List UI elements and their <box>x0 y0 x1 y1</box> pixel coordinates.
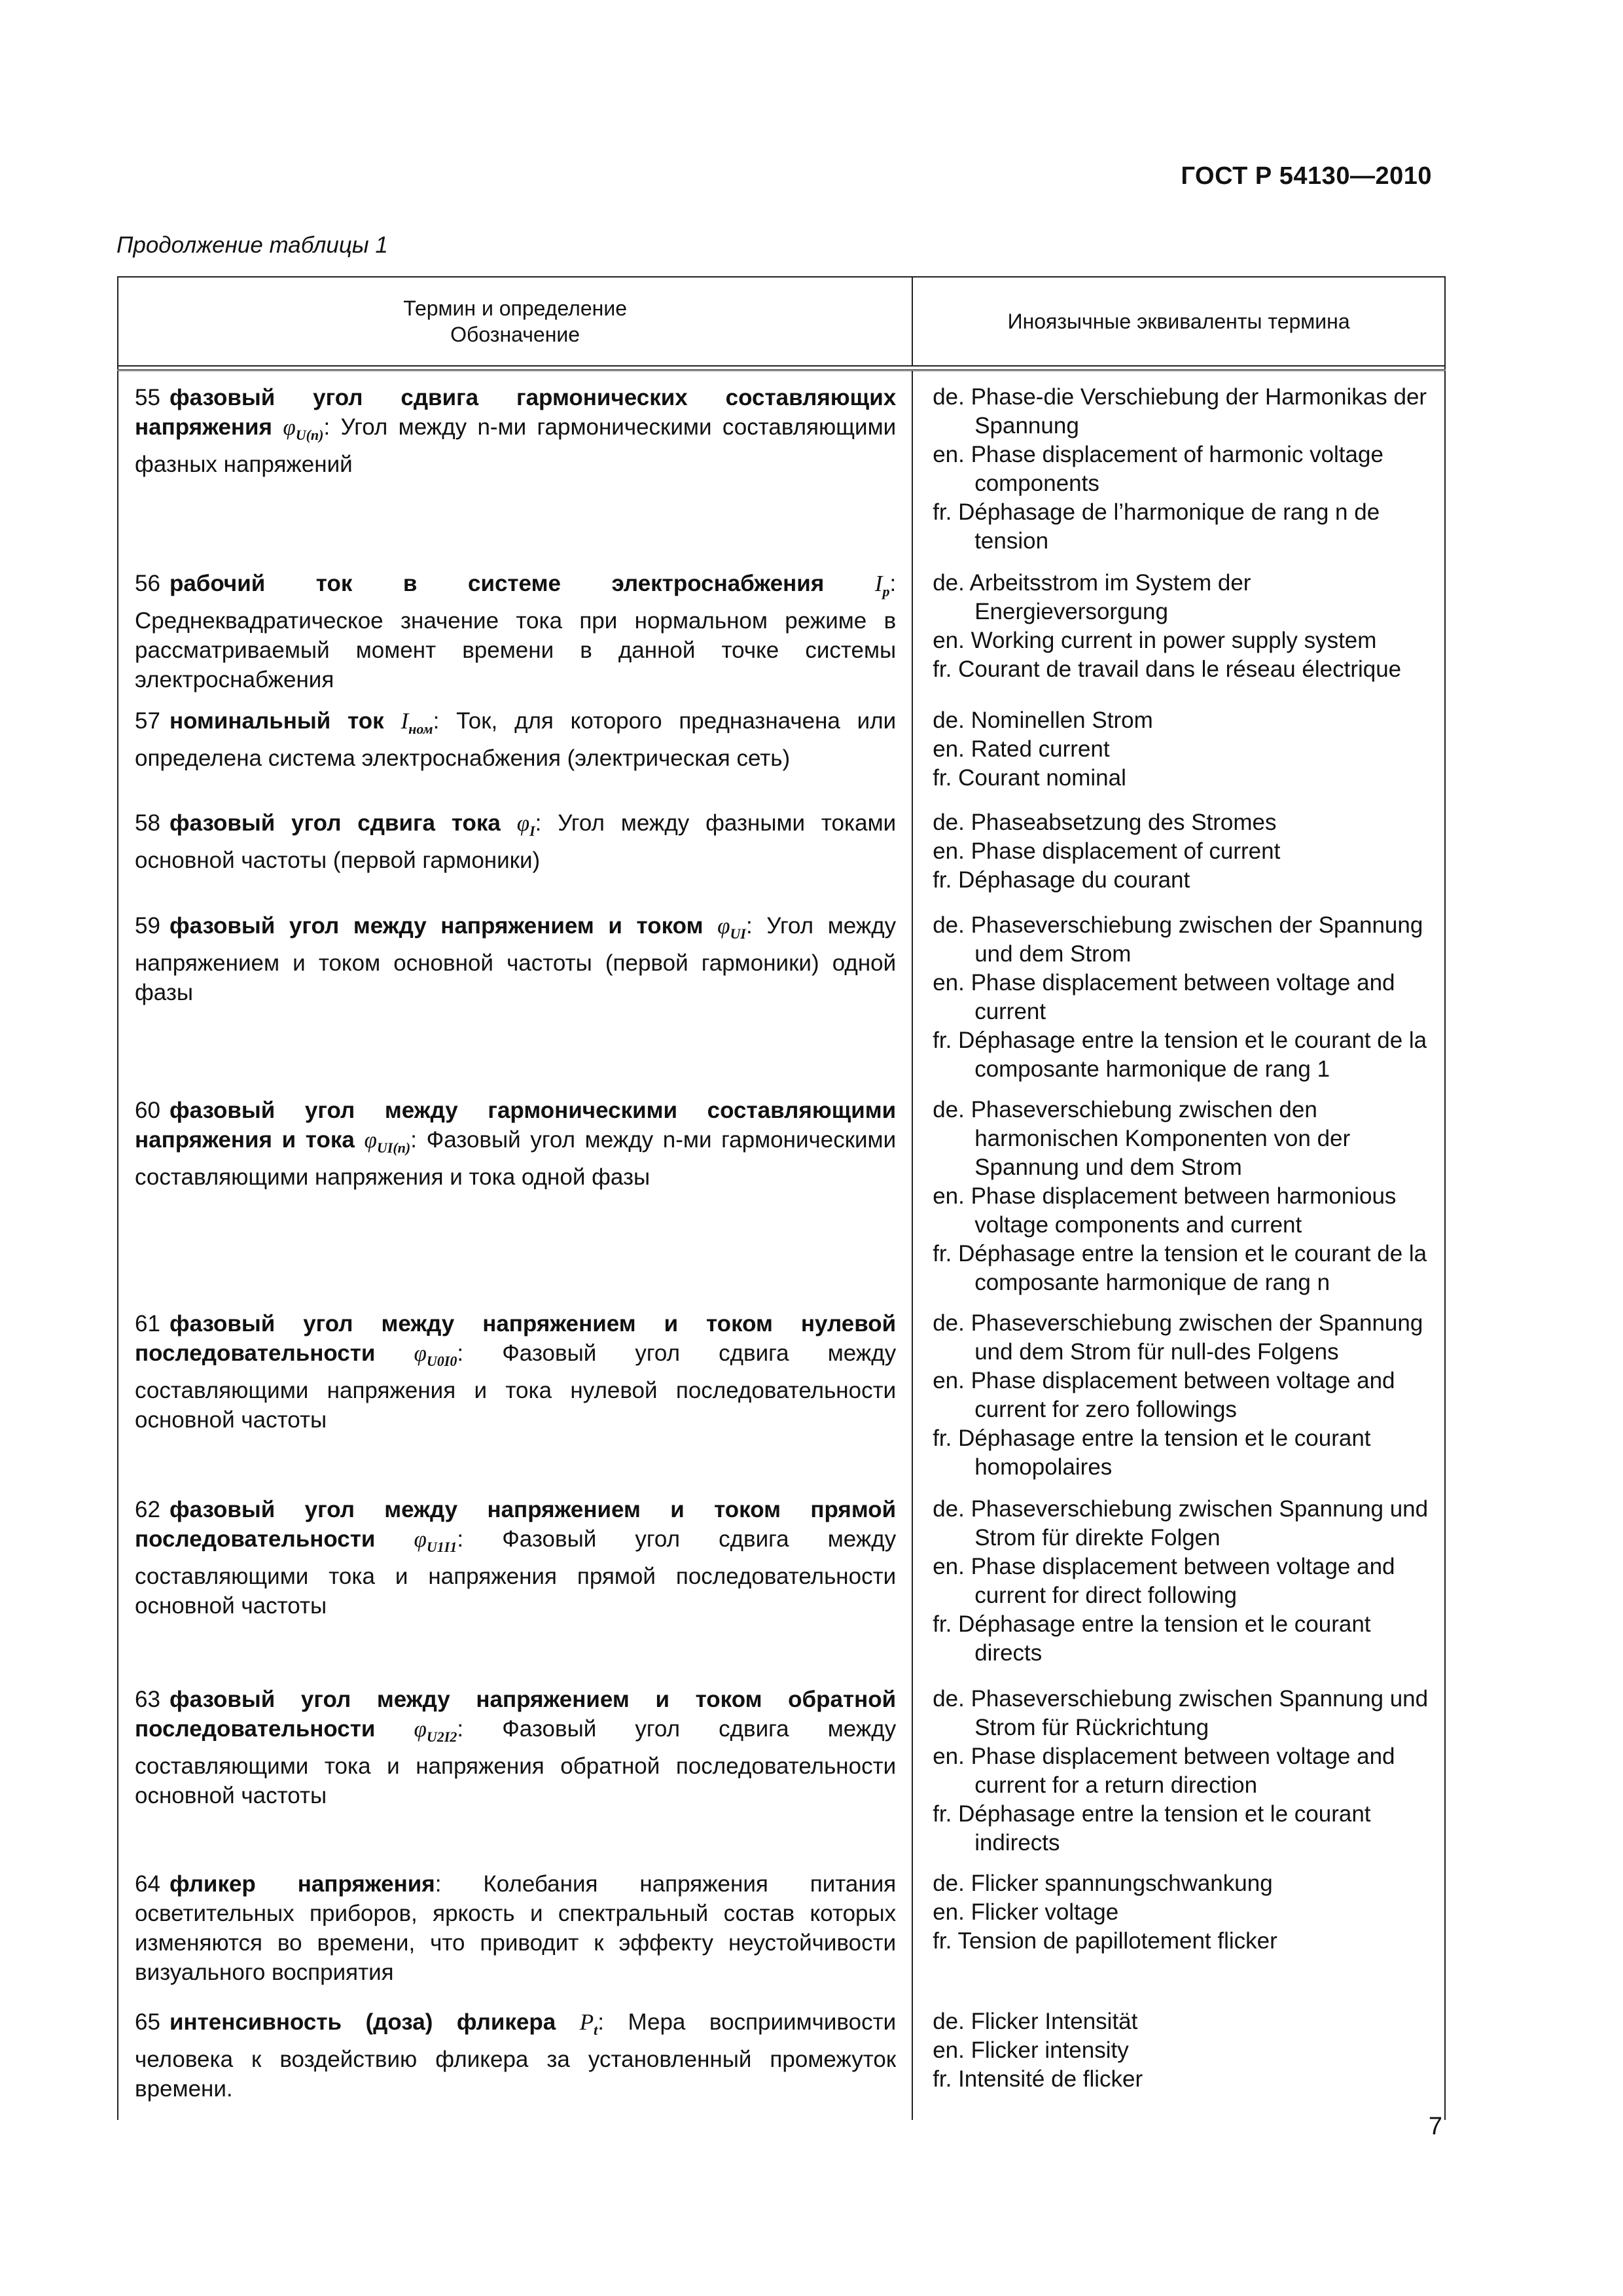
equivalent-de: de. Phaseverschiebung zwischen der Spannung und dem Strom für null-des Folgens <box>933 1310 1423 1365</box>
equivalents-cell <box>912 797 1445 899</box>
equivalent-en: en. Phase displacement between harmonious voltage components and current <box>933 1183 1397 1238</box>
equivalent-de: de. Flicker Intensität <box>933 2008 1138 2034</box>
term-name: фазовый угол между напряжением и током обратной последовательности <box>135 1686 897 1742</box>
term-definition: Фазовый угол сдвига между составляющими тока и напряжения обратной последовательности основной частоты <box>135 1715 897 1808</box>
term-cell: 62 фазовый угол между напряжением и током прямой последовательности $\varphi_{U1I1}$: Фазовый угол сдвига между составляющими тока и напряжения прямой последовательности основной частоты <box>118 1483 912 1673</box>
term-number: 57 <box>135 708 160 734</box>
equivalents-cell <box>912 370 1445 557</box>
equivalent-de: de. Phaseverschiebung zwischen Spannung und Strom für direkte Folgen <box>933 1496 1429 1551</box>
equivalent-en: en. Phase displacement between voltage and current for zero followings <box>933 1367 1395 1422</box>
term-definition: Угол между фазными токами основной частоты (первой гармоники) <box>135 810 897 873</box>
table-continuation-caption: Продолжение таблицы 1 <box>116 232 388 258</box>
term-symbol: $\varphi_{UI(n)}$ <box>364 1126 411 1156</box>
table-header-row <box>118 277 1445 366</box>
table-row <box>118 1297 1445 1483</box>
term-name: номинальный ток <box>169 708 384 734</box>
term-name: рабочий ток в системе электроснабжения <box>169 570 825 596</box>
term-number: 59 <box>135 912 160 939</box>
equivalent-de: de. Phaseverschiebung zwischen den harmonischen Komponenten von der Spannung und dem Strom <box>933 1096 1351 1180</box>
terms-table-body <box>118 370 1445 2120</box>
table-row <box>118 370 1445 557</box>
term-number: 60 <box>135 1097 160 1123</box>
equivalents-cell <box>912 1996 1445 2120</box>
term-cell: 59 фазовый угол между напряжением и током $\varphi_{UI}$: Угол между напряжением и током основной частоты (первой гармоники) одной фазы <box>118 899 912 1084</box>
term-number: 61 <box>135 1310 160 1336</box>
term-cell: 55 фазовый угол сдвига гармонических составляющих напряжения $\varphi_{U(n)}$: Угол между n-ми гармоническими составляющими фазных напряжений <box>118 370 912 557</box>
term-definition: Среднеквадратическое значение тока при нормальном режиме в рассматриваемый момент времени в данной точке системы электроснабжения <box>135 607 897 692</box>
equivalents-cell <box>912 1084 1445 1297</box>
equivalent-en: en. Rated current <box>933 736 1110 762</box>
term-definition: Мера восприимчивости человека к воздействию фликера за установленный промежуток времени. <box>135 2009 897 2102</box>
header-symbol-line: Обозначение <box>450 323 580 346</box>
term-symbol: $\varphi_{U2I2}$ <box>414 1715 457 1745</box>
table-row <box>118 1673 1445 1857</box>
equivalents-cell <box>912 1297 1445 1483</box>
table-row <box>118 694 1445 797</box>
equivalent-en: en. Flicker intensity <box>933 2037 1129 2063</box>
table-row <box>118 1857 1445 1996</box>
term-symbol: $\varphi_{U0I0}$ <box>414 1340 457 1369</box>
header-term-definition <box>118 277 912 366</box>
equivalent-fr: fr. Déphasage de l’harmonique de rang n de tension <box>933 499 1380 554</box>
equivalents-cell <box>912 694 1445 797</box>
equivalent-fr: fr. Courant nominal <box>933 764 1126 791</box>
term-name: фазовый угол сдвига тока <box>169 810 501 836</box>
term-number: 64 <box>135 1871 160 1897</box>
term-definition: Ток, для которого предназначена или определена система электроснабжения (электрическая сеть) <box>135 708 897 771</box>
term-definition: Угол между напряжением и током основной частоты (первой гармоники) одной фазы <box>135 912 897 1005</box>
term-symbol: $\varphi_{U1I1}$ <box>414 1526 457 1555</box>
term-symbol: $P_t$ <box>579 2009 598 2038</box>
term-cell: 56 рабочий ток в системе электроснабжения $I_р$: Среднеквадратическое значение тока при нормальном режиме в рассматриваемый момент времени в данной точке системы электроснабжения <box>118 557 912 694</box>
term-cell: 64 фликер напряжения: Колебания напряжения питания осветительных приборов, яркость и спектральный состав которых изменяются во времени, что приводит к эффекту неустойчивости визуального восприятия <box>118 1857 912 1996</box>
term-name: фликер напряжения <box>169 1871 435 1897</box>
term-name: фазовый угол между напряжением и током <box>169 912 704 939</box>
header-foreign-equivalents: Иноязычные эквиваленты термина <box>912 277 1445 366</box>
term-symbol: $I_р$ <box>874 570 890 600</box>
term-definition: Фазовый угол между n-ми гармоническими составляющими напряжения и тока одной фазы <box>135 1126 897 1190</box>
term-number: 55 <box>135 385 160 410</box>
page-number: 7 <box>1428 2113 1442 2140</box>
term-number: 65 <box>135 2009 160 2035</box>
standard-designation: ГОСТ Р 54130—2010 <box>1181 162 1432 190</box>
term-name: фазовый угол между гармоническими составляющими напряжения и тока <box>135 1097 897 1153</box>
equivalent-en: en. Working current in power supply system <box>933 627 1377 653</box>
table-row <box>118 1483 1445 1673</box>
equivalents-cell <box>912 899 1445 1084</box>
equivalents-cell <box>912 1483 1445 1673</box>
term-number: 63 <box>135 1686 160 1712</box>
equivalent-fr: fr. Courant de travail dans le réseau électrique <box>933 656 1402 682</box>
header-term-line: Термин и определение <box>403 296 627 320</box>
equivalent-de: de. Phaseabsetzung des Stromes <box>933 809 1277 835</box>
equivalent-fr: fr. Intensité de flicker <box>933 2066 1143 2092</box>
equivalent-fr: fr. Déphasage entre la tension et le courant homopolaires <box>933 1425 1371 1480</box>
equivalent-fr: fr. Déphasage du courant <box>933 867 1190 893</box>
equivalent-en: en. Phase displacement between voltage and current for a return direction <box>933 1743 1395 1798</box>
terms-table <box>117 276 1446 2120</box>
term-definition: Фазовый угол сдвига между составляющими тока и напряжения прямой последовательности основной частоты <box>135 1526 897 1619</box>
equivalent-de: de. Arbeitsstrom im System der Energieversorgung <box>933 569 1251 624</box>
term-definition: Колебания напряжения питания осветительных приборов, яркость и спектральный состав которых изменяются во времени, что приводит к эффекту неустойчивости визуального восприятия <box>135 1871 897 1985</box>
equivalent-fr: fr. Tension de papillotement flicker <box>933 1928 1277 1954</box>
equivalent-en: en. Phase displacement of current <box>933 838 1281 864</box>
equivalent-de: de. Phase-die Verschiebung der Harmonikas der Spannung <box>933 384 1427 439</box>
equivalent-de: de. Phaseverschiebung zwischen Spannung und Strom für Rückrichtung <box>933 1685 1429 1740</box>
equivalent-fr: fr. Déphasage entre la tension et le courant de la composante harmonique de rang 1 <box>933 1027 1427 1082</box>
equivalent-en: en. Phase displacement between voltage and current <box>933 969 1395 1024</box>
equivalent-en: en. Phase displacement between voltage and current for direct following <box>933 1553 1395 1608</box>
equivalent-fr: fr. Déphasage entre la tension et le courant de la composante harmonique de rang n <box>933 1240 1427 1295</box>
equivalent-fr: fr. Déphasage entre la tension et le courant directs <box>933 1611 1371 1666</box>
equivalent-de: de. Nominellen Strom <box>933 707 1153 733</box>
term-number: 62 <box>135 1496 160 1522</box>
equivalent-en: en. Phase displacement of harmonic voltage components <box>933 442 1383 496</box>
term-cell: 60 фазовый угол между гармоническими составляющими напряжения и тока $\varphi_{UI(n)}$: Фазовый угол между n-ми гармоническими составляющими напряжения и тока одной фазы <box>118 1084 912 1297</box>
term-name: фазовый угол сдвига гармонических составляющих напряжения <box>135 385 897 440</box>
term-name: фазовый угол между напряжением и током прямой последовательности <box>135 1496 897 1552</box>
term-cell: 58 фазовый угол сдвига тока $\varphi_I$: Угол между фазными токами основной частоты (первой гармоники) <box>118 797 912 899</box>
equivalents-cell <box>912 557 1445 694</box>
term-cell: 63 фазовый угол между напряжением и током обратной последовательности $\varphi_{U2I2}$: Фазовый угол сдвига между составляющими тока и напряжения обратной последовательности основной частоты <box>118 1673 912 1857</box>
equivalent-de: de. Flicker spannungschwankung <box>933 1870 1273 1896</box>
term-symbol: $I_{ном}$ <box>401 708 433 737</box>
equivalents-cell <box>912 1857 1445 1996</box>
term-number: 58 <box>135 810 160 836</box>
equivalents-cell <box>912 1673 1445 1857</box>
term-symbol: $\varphi_I$ <box>516 810 535 839</box>
table-row <box>118 1084 1445 1297</box>
term-name: фазовый угол между напряжением и током нулевой последовательности <box>135 1310 897 1366</box>
equivalent-en: en. Flicker voltage <box>933 1899 1119 1925</box>
table-row <box>118 899 1445 1084</box>
table-row <box>118 797 1445 899</box>
term-cell: 57 номинальный ток $I_{ном}$: Ток, для которого предназначена или определена система электроснабжения (электрическая сеть) <box>118 694 912 797</box>
term-definition: Угол между n-ми гармоническими составляющими фазных напряжений <box>135 414 897 477</box>
term-definition: Фазовый угол сдвига между составляющими напряжения и тока нулевой последовательности основной частоты <box>135 1340 897 1433</box>
equivalent-fr: fr. Déphasage entre la tension et le courant indirects <box>933 1801 1371 1856</box>
table-row <box>118 557 1445 694</box>
term-symbol: $\varphi_{U(n)}$ <box>283 414 324 443</box>
term-cell: 61 фазовый угол между напряжением и током нулевой последовательности $\varphi_{U0I0}$: Фазовый угол сдвига между составляющими напряжения и тока нулевой последовательности основной частоты <box>118 1297 912 1483</box>
term-number: 56 <box>135 570 160 596</box>
table-row <box>118 1996 1445 2120</box>
term-cell: 65 интенсивность (доза) фликера $P_t$: Мера восприимчивости человека к воздействию фликера за установленный промежуток времени. <box>118 1996 912 2120</box>
term-symbol: $\varphi_{UI}$ <box>717 912 746 942</box>
term-name: интенсивность (доза) фликера <box>169 2009 556 2035</box>
equivalent-de: de. Phaseverschiebung zwischen der Spannung und dem Strom <box>933 912 1423 967</box>
